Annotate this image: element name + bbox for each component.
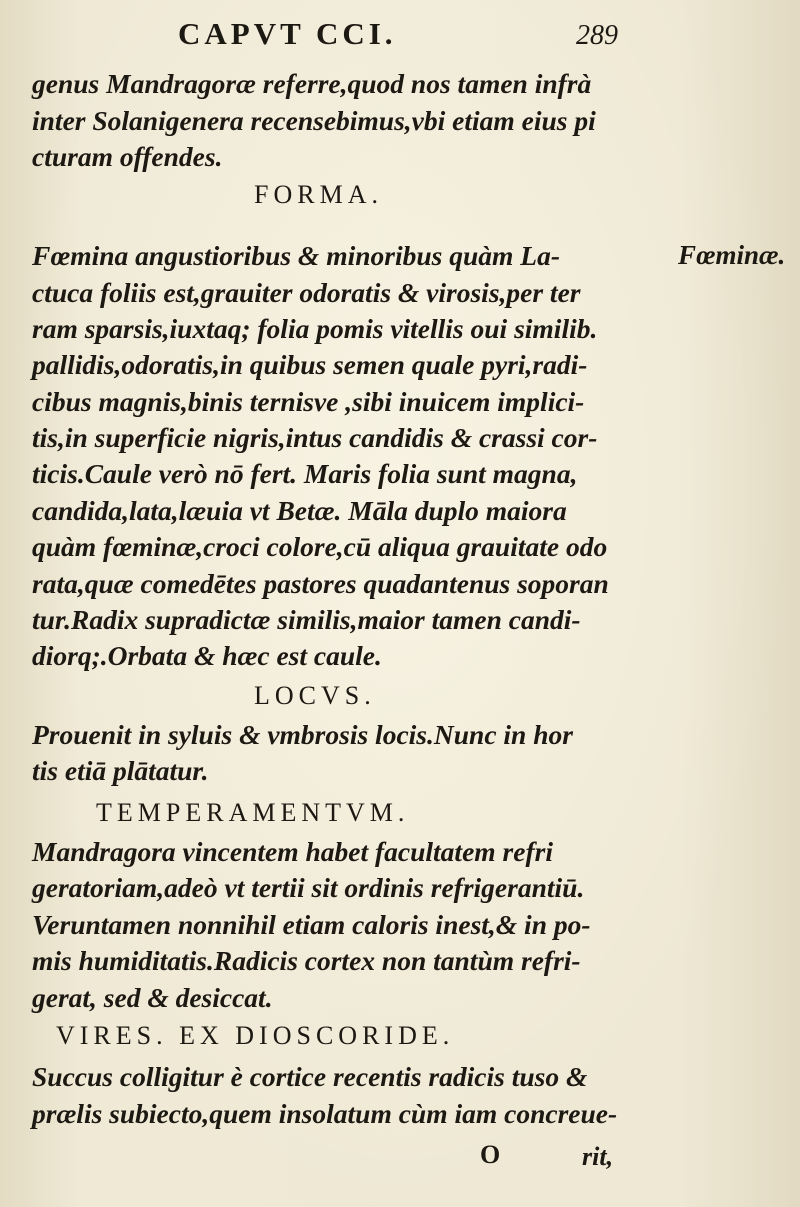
text-line: tur.Radix supradictæ similis,maior tamen candi-: [32, 604, 581, 635]
text-line: Fœmina angustioribus & minoribus quàm La-: [32, 240, 561, 271]
text-line: tis,in superficie nigris,intus candidis & crassi cor-: [32, 422, 598, 453]
text-line: ctuca foliis est,grauiter odoratis & virosis,per ter: [32, 277, 581, 308]
text-line: Succus colligitur è cortice recentis radicis tuso &: [32, 1061, 588, 1092]
text-line: pallidis,odoratis,in quibus semen quale pyri,radi-: [32, 349, 588, 380]
section-heading-temperamentum: TEMPERAMENTVM.: [96, 798, 410, 827]
signature-mark: O: [480, 1140, 501, 1169]
text-line: ticis.Caule verò nō fert. Maris folia sunt magna,: [32, 458, 578, 489]
text-line: diorq;.Orbata & hæc est caule.: [32, 640, 382, 671]
text-line: candida,lata,læuia vt Betæ. Māla duplo maiora: [32, 495, 567, 526]
text-line: Prouenit in syluis & vmbrosis locis.Nunc in hor: [32, 719, 573, 750]
section-heading-vires: VIRES. EX DIOSCORIDE.: [56, 1021, 455, 1050]
text-line: Veruntamen nonnihil etiam caloris inest,& in po-: [32, 909, 591, 940]
text-line: mis humiditatis.Radicis cortex non tantùm refri-: [32, 945, 581, 976]
text-line: genus Mandragoræ referre,quod nos tamen infrà: [32, 68, 592, 99]
catchword: rit,: [582, 1142, 614, 1171]
text-line: Mandragora vincentem habet facultatem refri: [32, 836, 553, 867]
text-line: ram sparsis,iuxtaq; folia pomis vitellis oui similib.: [32, 313, 598, 344]
section-heading-locus: LOCVS.: [254, 681, 376, 710]
text-line: gerat, sed & desiccat.: [32, 982, 273, 1013]
text-line: cibus magnis,binis ternisve ,sibi inuicem implici-: [32, 386, 585, 417]
page-number: 289: [576, 20, 618, 51]
section-heading-forma: FORMA.: [254, 180, 383, 209]
text-line: geratoriam,adeò vt tertii sit ordinis refrigerantiū.: [32, 872, 585, 903]
text-line: prælis subiecto,quem insolatum cùm iam concreue-: [32, 1098, 618, 1129]
chapter-title: CAPVT CCI.: [178, 16, 397, 51]
text-line: quàm fœminæ,croci colore,cū aliqua grauitate odo: [32, 531, 608, 562]
text-line: cturam offendes.: [32, 141, 223, 172]
text-line: inter Solanigenera recensebimus,vbi etiam eius pi: [32, 105, 596, 136]
text-line: rata,quæ comedētes pastores quadantenus soporan: [32, 568, 609, 599]
text-line: tis etiā plātatur.: [32, 755, 209, 786]
margin-note: Fœminæ.: [678, 240, 786, 270]
